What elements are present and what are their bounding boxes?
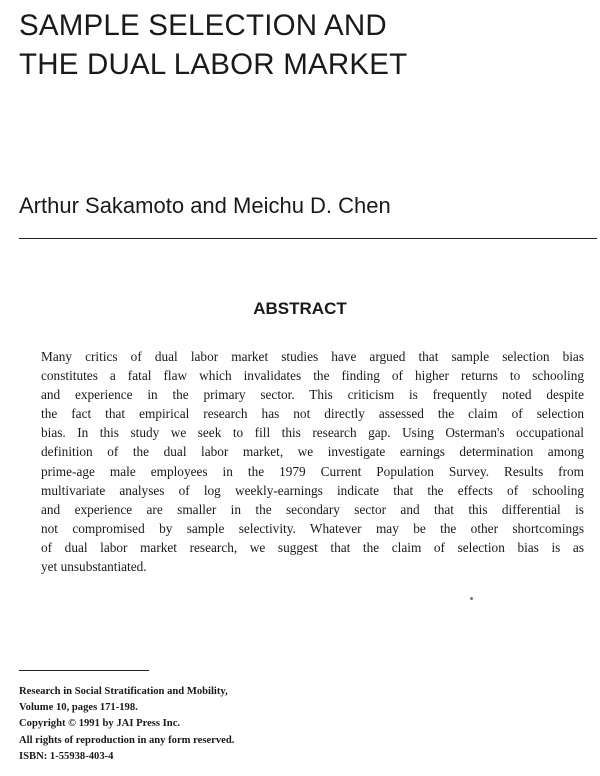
abstract-line: yet unsubstantiated. — [41, 559, 147, 575]
footnote-line: All rights of reproduction in any form reserved. — [19, 734, 235, 746]
header-divider — [19, 238, 597, 239]
footnote-line: Copyright © 1991 by JAI Press Inc. — [19, 718, 181, 730]
abstract-line: and experience in the primary sector. This criticism is frequently noted despite — [41, 387, 584, 403]
abstract-line: and experience are smaller in the secondary sector and that this differential is — [41, 501, 584, 517]
abstract-line: definition of the dual labor market, we investigate earnings determination among — [41, 444, 584, 460]
article-title-line-2: THE DUAL LABOR MARKET — [19, 48, 408, 81]
abstract-line: prime-age male employees in the 1979 Current Population Survey. Results from — [41, 463, 584, 479]
abstract-line: constitutes a fatal flaw which invalidates the finding of higher returns to schooling — [41, 368, 584, 384]
footnote-divider — [19, 670, 149, 671]
abstract-body — [41, 347, 584, 576]
abstract-heading: ABSTRACT — [253, 299, 347, 318]
article-title — [19, 6, 407, 84]
publication-footnote — [19, 684, 234, 765]
footnote-line: Research in Social Stratification and Mobility, — [19, 686, 228, 697]
authors: Arthur Sakamoto and Meichu D. Chen — [19, 193, 391, 218]
footnote-line: ISBN: 1-55938-403-4 — [19, 750, 114, 762]
footnote-line: Volume 10, pages 171-198. — [19, 702, 138, 714]
abstract-line: of dual labor market research, we suggest that the claim of selection bias is as — [41, 539, 584, 555]
abstract-line: the fact that empirical research has not directly assessed the claim of selection — [41, 406, 584, 422]
article-title-line-1: SAMPLE SELECTION AND — [19, 9, 387, 42]
abstract-line: multivariate analyses of log weekly-earnings indicate that the effects of schooling — [41, 482, 584, 498]
abstract-line: bias. In this study we seek to fill this research gap. Using Osterman's occupational — [41, 425, 584, 441]
abstract-line: Many critics of dual labor market studies have argued that sample selection bias — [41, 349, 584, 364]
abstract-line: not compromised by sample selectivity. Whatever may be the other shortcomings — [41, 520, 584, 536]
scan-speck — [470, 597, 473, 600]
